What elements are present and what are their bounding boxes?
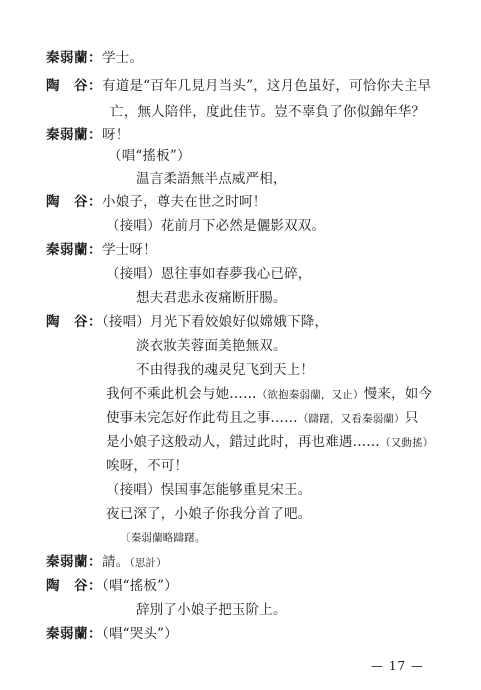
speaker-name: 陶 谷： — [46, 78, 102, 94]
dialogue-text: 淡衣妝芙蓉面美艳無双。 — [136, 338, 287, 354]
speaker-name: 秦弱蘭： — [46, 626, 102, 642]
script-line — [46, 127, 129, 143]
script-line — [106, 434, 434, 451]
stage-note: （躊躇，又看秦弱蘭） — [297, 413, 405, 425]
dialogue-text: 不由得我的魂灵兒飞到天上！ — [136, 362, 315, 378]
dialogue-text: 請。 — [102, 554, 130, 570]
dialogue-text: 呀！ — [102, 127, 130, 143]
page-number: — 17 — — [371, 659, 424, 673]
dialogue-text: 亡，無人陪伴，度此佳节。豈不辜負了你似錦年华？ — [110, 104, 426, 120]
stage-note: （欲抱秦弱蘭，又止） — [256, 389, 364, 401]
script-line — [46, 554, 167, 571]
script-line — [46, 194, 266, 210]
dialogue-text: （唱“哭头”） — [102, 626, 178, 642]
dialogue-text: （接唱）悮国事怎能够重見宋王。 — [106, 482, 312, 498]
sung-line — [106, 482, 312, 498]
script-line — [46, 242, 157, 258]
speaker-name: 秦弱蘭： — [46, 554, 102, 570]
sung-line — [106, 218, 325, 234]
dialogue-text: 是小娘子这般动人，錯过此时，再也难遇…… — [106, 434, 380, 450]
dialogue-text: 唉呀，不可！ — [106, 458, 189, 474]
speaker-name: 秦弱蘭： — [46, 127, 102, 143]
sung-line — [136, 338, 287, 354]
speaker-name: 秦弱蘭： — [46, 242, 102, 258]
dialogue-text: 慢来，如今 — [363, 386, 433, 402]
sung-line — [136, 171, 287, 187]
script-line — [46, 78, 431, 94]
dialogue-text: （唱“搖板”） — [108, 148, 191, 164]
dialogue-text: （接唱）花前月下必然是儷影双双。 — [106, 218, 326, 234]
dialogue-text: 我何不乘此机会与她…… — [106, 386, 257, 402]
stage-direction — [120, 530, 206, 546]
stage-note: （思計） — [129, 557, 167, 569]
dialogue-text: 小娘子，尊夫在世之时呵！ — [102, 194, 267, 210]
dialogue-text: （唱“搖板”） — [102, 578, 178, 594]
dialogue-text: 〔秦弱蘭略躊躇。 — [120, 532, 206, 544]
sung-line — [136, 362, 314, 378]
dialogue-text: （接唱）月光下看姣娘好似嫦娥下降， — [102, 314, 329, 330]
script-line — [106, 506, 312, 522]
script-line — [110, 104, 425, 120]
sung-line — [136, 602, 287, 618]
dialogue-text: （接唱）恩往事如春夢我心已碎， — [106, 266, 312, 282]
dialogue-text: 使事未完怎好作此苟且之事…… — [106, 410, 298, 426]
dialogue-text: 学士。 — [102, 50, 144, 66]
dialogue-text: 想夫君悲永夜痛断肝腸。 — [136, 290, 287, 306]
dialogue-text: 只 — [404, 410, 419, 426]
script-line — [46, 314, 328, 330]
speaker-name: 陶 谷： — [46, 314, 102, 330]
dialogue-text: 学士呀！ — [102, 242, 157, 258]
script-line — [106, 410, 419, 427]
script-line — [106, 386, 432, 403]
stage-note: （又動搖） — [380, 437, 434, 449]
stage-direction — [108, 148, 191, 164]
sung-line — [136, 290, 287, 306]
speaker-name: 陶 谷： — [46, 578, 102, 594]
dialogue-text: 温言柔語無半点威严相， — [136, 171, 287, 187]
speaker-name: 陶 谷： — [46, 194, 102, 210]
script-line — [46, 578, 178, 594]
dialogue-text: 有道是“百年几見月当头”，这月色虽好，可恰你夫主早 — [102, 78, 432, 94]
speaker-name: 秦弱蘭： — [46, 50, 102, 66]
script-line — [46, 50, 143, 66]
dialogue-text: 辞別了小娘子把玉阶上。 — [136, 602, 287, 618]
script-line — [46, 626, 178, 642]
dialogue-text: 夜已深了，小娘子你我分首了吧。 — [106, 506, 312, 522]
sung-line — [106, 266, 312, 282]
script-line — [106, 458, 188, 474]
